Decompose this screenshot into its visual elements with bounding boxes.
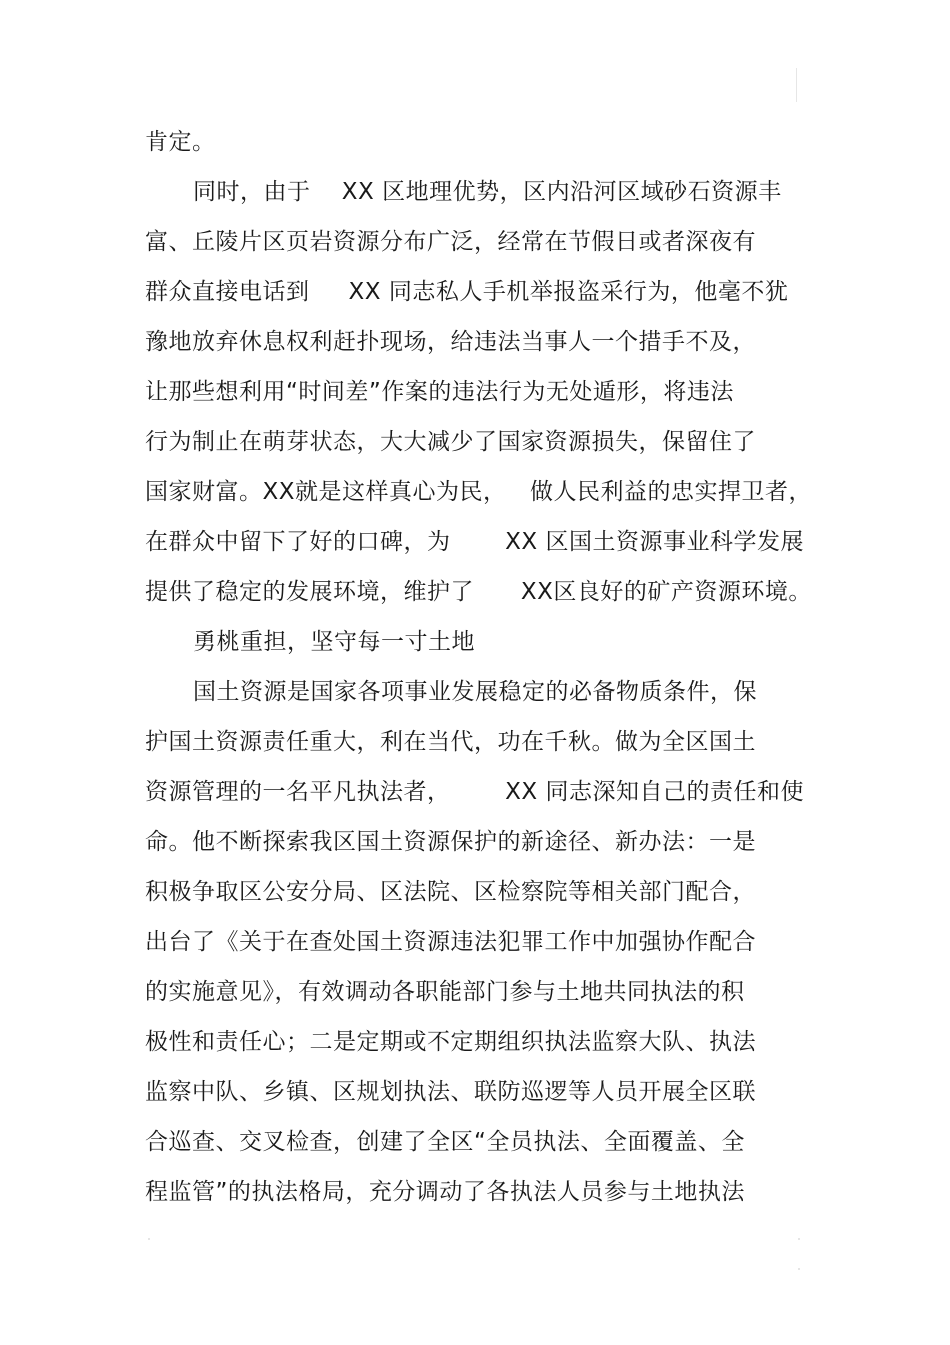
section-heading: 勇桃重担，坚守每一寸土地 (193, 629, 475, 655)
text-line-16: 积极争取区公安分局、区法院、区检察院等相关部门配合， (145, 879, 756, 905)
text-line-2: 同时，由于 XX 区地理优势，区内沿河区域砂石资源丰 (193, 179, 782, 205)
text-line-10: 提供了稳定的发展环境，维护了 XX区良好的矿产资源环境。 (145, 579, 812, 605)
text-line-13: 护国土资源责任重大，利在当代，功在千秋。做为全区国土 (145, 729, 756, 755)
text-line-21: 合巡查、交叉检查，创建了全区“全员执法、全面覆盖、全 (145, 1129, 745, 1155)
text-line-1: 肯定。 (145, 129, 216, 155)
text-line-15: 命。他不断探索我区国土资源保护的新途径、新办法：一是 (145, 829, 756, 855)
text-line-9: 在群众中留下了好的口碑，为 XX 区国土资源事业科学发展 (145, 529, 805, 555)
scan-speck (148, 1238, 150, 1240)
text-line-14: 资源管理的一名平凡执法者， XX 同志深知自己的责任和使 (145, 779, 805, 805)
text-line-18: 的实施意见》，有效调动各职能部门参与土地共同执法的积 (145, 979, 745, 1005)
text-line-6: 让那些想利用“时间差”作案的违法行为无处遁形，将违法 (145, 379, 734, 405)
scan-speck (798, 1238, 800, 1240)
text-line-12: 国土资源是国家各项事业发展稳定的必备物质条件，保 (193, 679, 757, 705)
text-line-4: 群众直接电话到 XX 同志私人手机举报盗采行为，他毫不犹 (145, 279, 789, 305)
text-line-3: 富、丘陵片区页岩资源分布广泛，经常在节假日或者深夜有 (145, 229, 756, 255)
scan-speck (798, 1268, 800, 1270)
page-edge-mark (796, 68, 797, 102)
text-line-5: 豫地放弃休息权利赶扑现场，给违法当事人一个措手不及， (145, 329, 756, 355)
text-line-8: 国家财富。XX就是这样真心为民， 做人民利益的忠实捍卫者， (145, 479, 812, 505)
text-line-20: 监察中队、乡镇、区规划执法、联防巡逻等人员开展全区联 (145, 1079, 756, 1105)
text-line-7: 行为制止在萌芽状态，大大减少了国家资源损失，保留住了 (145, 429, 756, 455)
text-line-22: 程监管”的执法格局，充分调动了各执法人员参与土地执法 (145, 1179, 745, 1205)
text-line-17: 出台了《关于在查处国土资源违法犯罪工作中加强协作配合 (145, 929, 756, 955)
text-line-19: 极性和责任心；二是定期或不定期组织执法监察大队、执法 (145, 1029, 756, 1055)
